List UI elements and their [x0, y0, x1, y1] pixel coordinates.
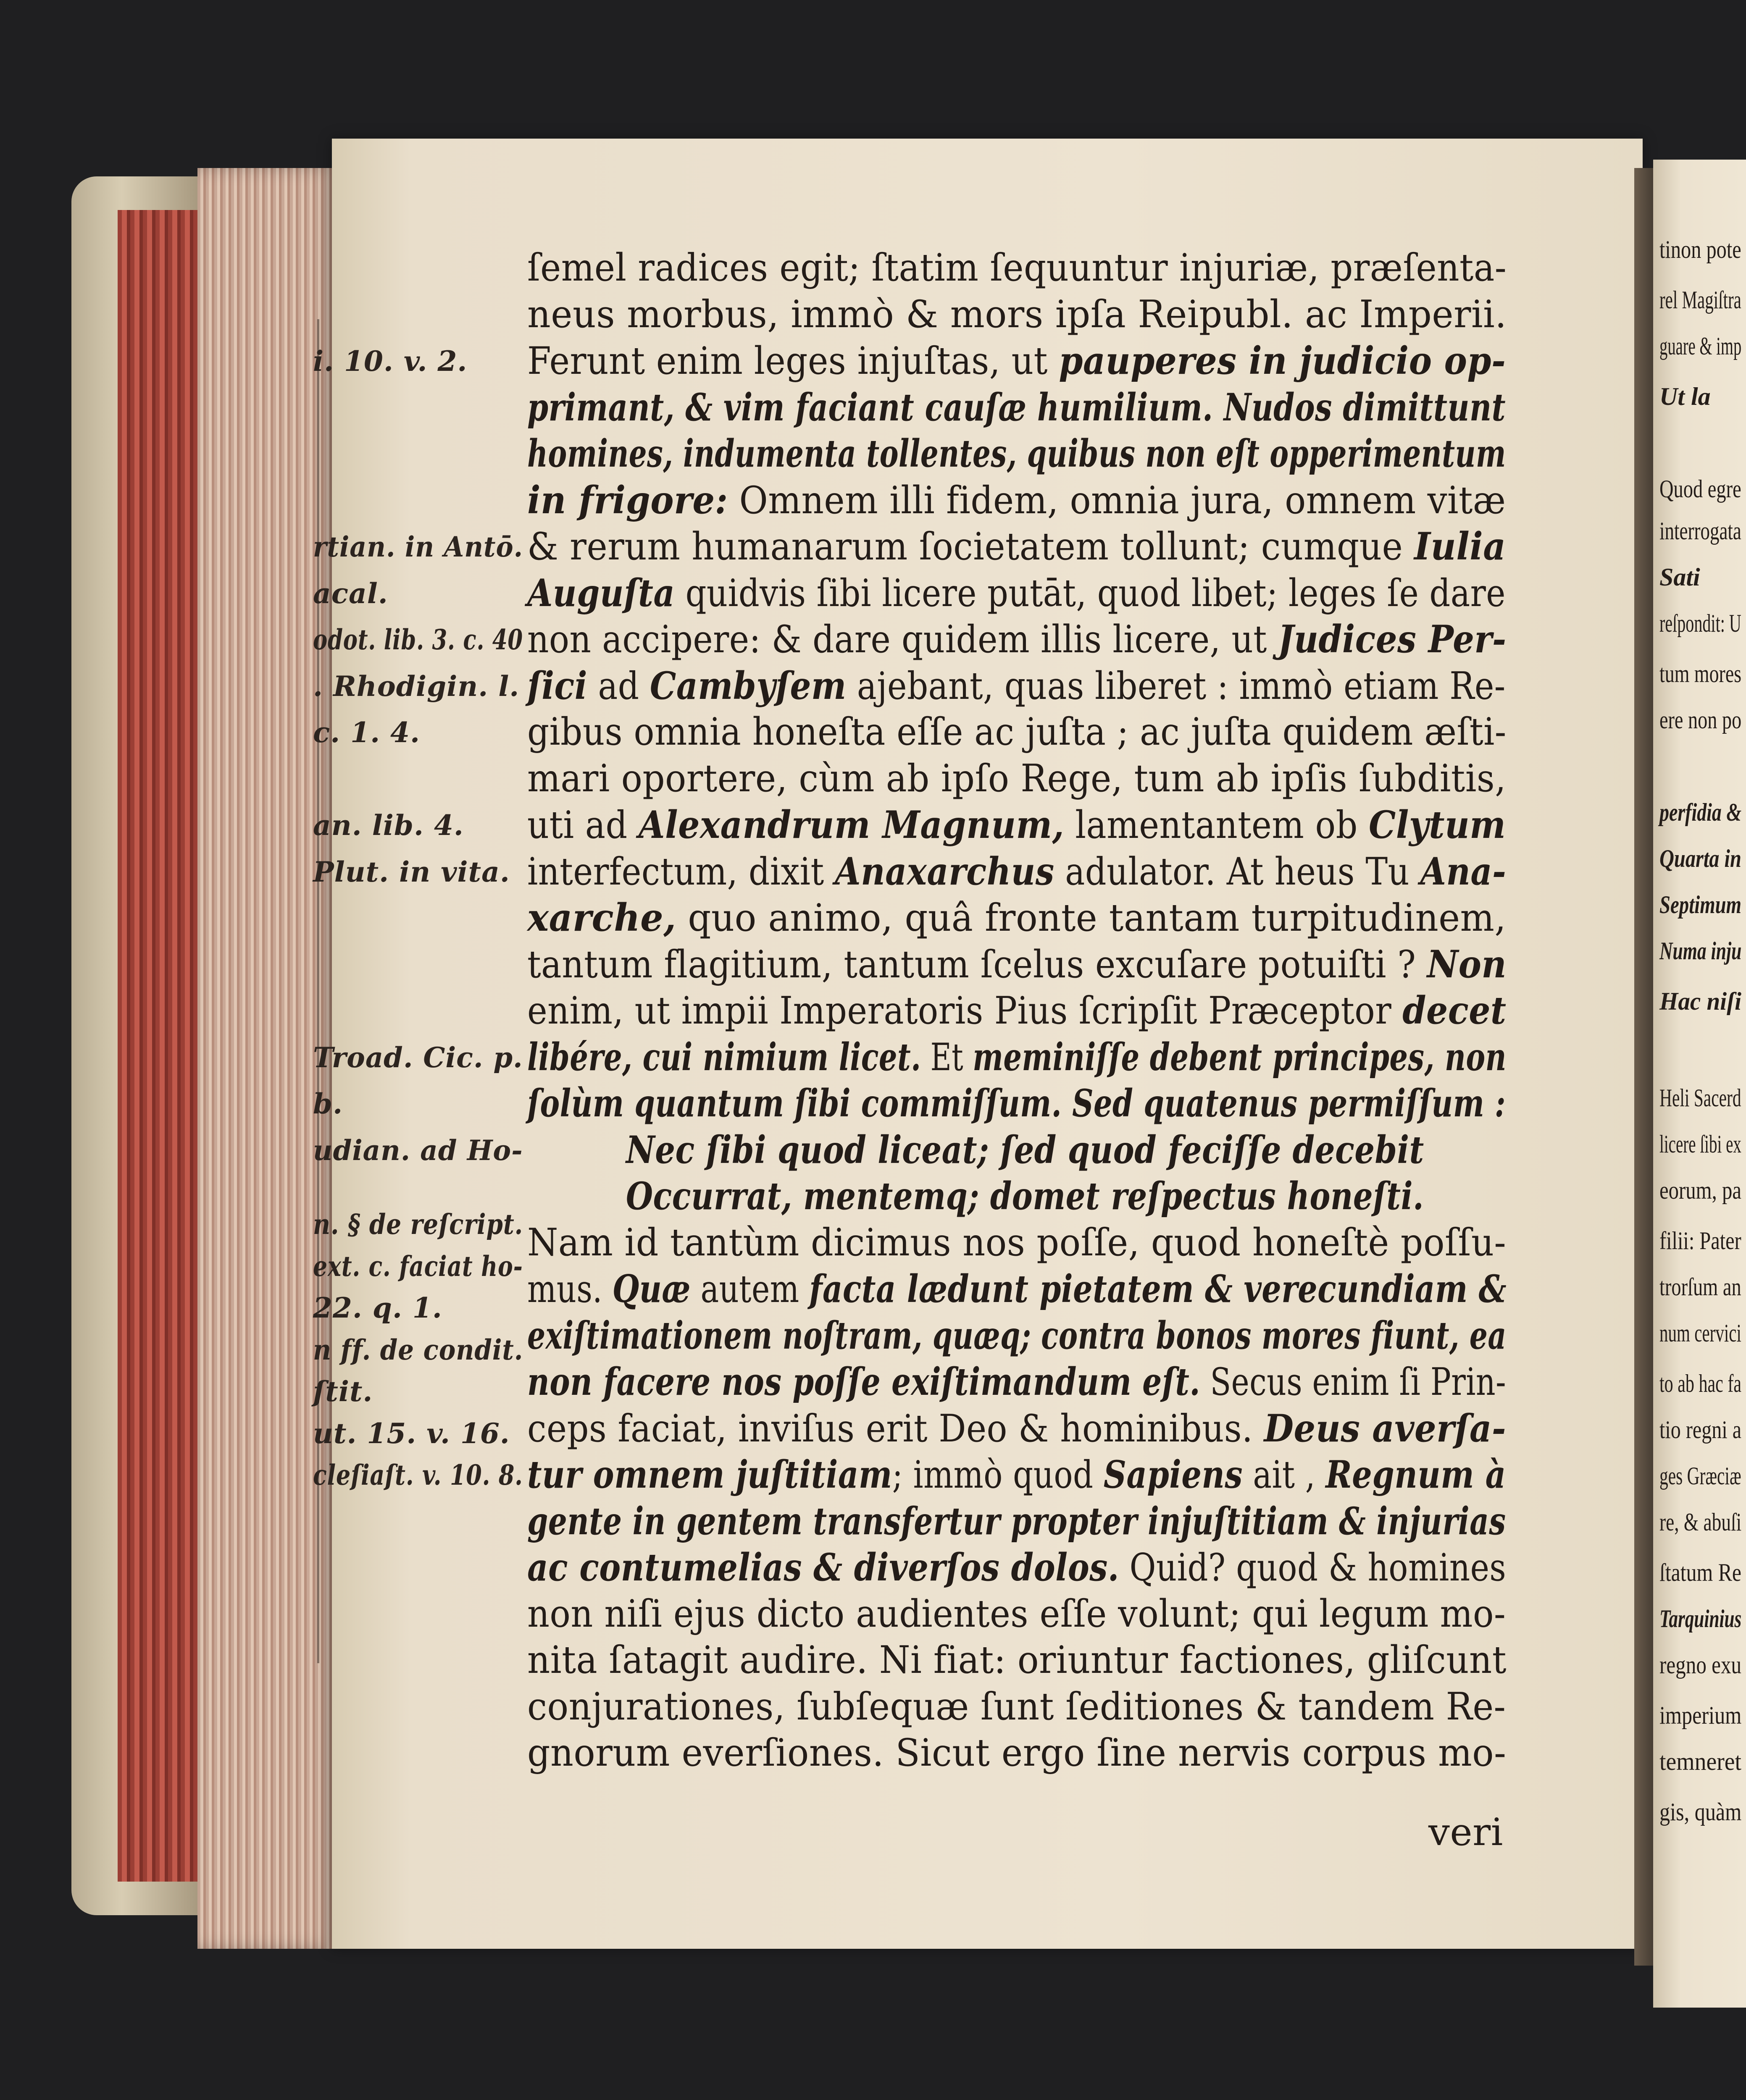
text-line: [527, 1499, 1506, 1544]
text-segment: adulator. At heus Tu: [1054, 849, 1420, 894]
text-segment: homines, indumenta tollentes, quibus non eſt opperimentum: [527, 431, 1506, 476]
text-segment: Ferunt enim leges injuſtas, ut: [527, 339, 1059, 383]
facing-page-fragment: Ut la: [1659, 383, 1711, 410]
text-segment: conjurationes, ſubſequæ ſunt ſeditiones & tandem Re-: [527, 1684, 1506, 1729]
text-segment: exiſtimationem noſtram, quæq; contra bonos mores fiunt, ea: [527, 1313, 1507, 1358]
margin-note: i. 10. v. 2.: [313, 345, 468, 378]
text-segment: quo animo, quâ fronte tantam turpitudinem,: [676, 896, 1507, 940]
margin-note: n ff. de condit.: [313, 1333, 523, 1366]
margin-note: n. § de reſcript.: [313, 1208, 523, 1241]
text-segment: Regnum à: [1325, 1452, 1506, 1497]
text-segment: Quæ: [612, 1267, 691, 1311]
text-line: [527, 1545, 1506, 1590]
facing-page-fragment: Quod egre: [1659, 475, 1741, 503]
facing-page-fragment: tio regni a: [1659, 1416, 1742, 1444]
text-line: [527, 1081, 1506, 1126]
text-segment: pauperes in judicio op-: [1059, 339, 1506, 383]
catchword: veri: [1428, 1810, 1503, 1854]
facing-page-fragment: regno exu: [1659, 1651, 1742, 1679]
margin-note: an. lib. 4.: [313, 809, 464, 842]
text-segment: uti ad: [527, 803, 639, 847]
facing-page-fragment: re, & abuſi: [1659, 1508, 1742, 1536]
text-line: [527, 478, 1506, 522]
text-segment: ; immò quod: [892, 1453, 1104, 1497]
text-segment: ajebant, quas liberet : immò etiam Re-: [846, 664, 1506, 708]
margin-note: ut. 15. v. 16.: [313, 1417, 510, 1450]
text-segment: xarche,: [527, 895, 676, 940]
text-segment: Nam id tantùm dicimus nos poſſe, quod honeſtè poſſu-: [527, 1220, 1507, 1265]
text-line: [527, 431, 1506, 476]
text-segment: mus.: [527, 1267, 613, 1311]
facing-page-fragment: perfidia &: [1659, 798, 1742, 826]
text-segment: ſolùm quantum ſibi commiſſum. Sed quatenus permiſſum :: [527, 1081, 1506, 1126]
text-line: [527, 1638, 1507, 1682]
text-segment: libére, cui nimium licet.: [527, 1034, 921, 1079]
text-line: [527, 1731, 1506, 1775]
text-segment: gnorum everſiones. Sicut ergo ſine nervis corpus mo-: [527, 1731, 1507, 1775]
facing-page-fragment: ere non po: [1659, 706, 1742, 734]
facing-page-fragment: eorum, pa: [1659, 1176, 1742, 1204]
text-segment: Et: [921, 1035, 973, 1079]
facing-page-fragment: trorſum an: [1659, 1273, 1741, 1301]
facing-page-fragment: imperium: [1659, 1701, 1742, 1729]
facing-page-fragment: Heli Sacerd: [1659, 1084, 1741, 1112]
text-segment: ac contumelias & diverſos dolos.: [527, 1545, 1119, 1590]
margin-note: c. 1. 4.: [313, 716, 420, 749]
text-segment: Non: [1427, 942, 1507, 987]
text-segment: non facere nos poſſe exiſtimandum eſt.: [527, 1360, 1201, 1404]
text-line: [527, 524, 1506, 569]
text-segment: in frigore:: [527, 478, 728, 522]
text-line: [527, 988, 1507, 1033]
text-segment: interfectum, dixit: [527, 849, 835, 894]
text-line: [527, 1221, 1506, 1265]
text-line: [527, 1406, 1506, 1451]
text-segment: autem: [690, 1267, 810, 1311]
margin-note: ſtit.: [313, 1375, 373, 1408]
facing-page-fragment: Septimum: [1659, 891, 1742, 919]
text-segment: gibus omnia honeſta eſſe ac juſta ; ac juſta quidem æſti-: [527, 710, 1507, 754]
text-segment: ceps faciat, inviſus erit Deo & hominibus.: [527, 1406, 1264, 1451]
margin-note: udian. ad Ho-: [313, 1134, 523, 1167]
text-segment: Sapiens: [1103, 1452, 1243, 1497]
text-line: [527, 385, 1506, 430]
text-line: [527, 292, 1507, 336]
text-line: [527, 617, 1507, 662]
text-line: [527, 849, 1506, 894]
margin-note: . Rhodigin. l.: [313, 669, 520, 703]
facing-page-fragment: licere ſibi ex: [1659, 1130, 1741, 1158]
margin-note: b.: [313, 1087, 343, 1120]
facing-page-fragment: filii: Pater: [1659, 1227, 1741, 1255]
facing-page-fragment: Quarta in: [1659, 845, 1741, 872]
text-segment: decet: [1402, 988, 1507, 1033]
text-segment: Auguſta: [527, 570, 675, 615]
text-line: [626, 1174, 1424, 1218]
text-segment: nita ſatagit audire. Ni fiat: oriuntur factiones, gliſcunt: [527, 1638, 1507, 1682]
text-line: [527, 942, 1507, 987]
text-segment: non accipere: & dare quidem illis licere, ut: [527, 617, 1278, 662]
text-segment: Nec ſibi quod liceat; ſed quod feciſſe decebit: [626, 1127, 1424, 1172]
facing-page-fragment: Sati: [1659, 563, 1700, 591]
margin-note: Troad. Cic. p.: [313, 1041, 523, 1074]
text-segment: tur omnem juſtitiam: [527, 1452, 892, 1497]
text-segment: ſemel radices egit; ſtatim ſequuntur injuriæ, præſenta-: [527, 246, 1507, 290]
text-line: [527, 1360, 1506, 1404]
text-line: [527, 1035, 1507, 1079]
text-line: [527, 664, 1506, 708]
facing-page-fragment: guare & imp: [1659, 332, 1742, 360]
facing-page-fragment: tum mores: [1659, 660, 1742, 688]
text-segment: Occurrat, mentemq; domet reſpectus honeſti.: [626, 1174, 1424, 1218]
text-segment: ſici: [527, 663, 588, 708]
text-line: [527, 1267, 1507, 1311]
text-segment: ait ,: [1243, 1453, 1326, 1497]
text-segment: primant, & vim faciant cauſæ humilium. Nudos dimittunt: [527, 385, 1506, 430]
text-segment: Iulia: [1414, 524, 1506, 569]
margin-note: ext. c. faciat ho-: [313, 1250, 523, 1283]
text-segment: Ana-: [1420, 849, 1507, 894]
text-segment: Alexandrum Magnum,: [638, 803, 1065, 847]
facing-page-fragment: Hac niſi: [1659, 987, 1741, 1015]
text-line: [527, 756, 1506, 801]
text-segment: non niſi ejus dicto audientes eſſe volunt; qui legum mo-: [527, 1591, 1506, 1636]
facing-page-fragment: interrogata: [1659, 517, 1741, 545]
facing-page-fragment: rel Magiſtra: [1659, 286, 1741, 314]
margin-note: acal.: [313, 577, 388, 610]
text-segment: & rerum humanarum ſocietatem tollunt; cumque: [527, 525, 1415, 569]
text-segment: gente in gentem transfertur propter injuſtitiam & injurias: [527, 1499, 1506, 1544]
margin-note: cleſiaſt. v. 10. 8.: [313, 1459, 523, 1491]
text-line: [626, 1128, 1424, 1172]
text-line: [527, 1313, 1507, 1358]
text-line: [527, 1592, 1506, 1636]
facing-page-fragment: to ab hac fa: [1659, 1370, 1742, 1397]
facing-page-fragment: temneret: [1659, 1748, 1741, 1775]
facing-page-fragment: num cervici: [1659, 1319, 1741, 1347]
text-line: [527, 246, 1507, 290]
text-segment: facta lædunt pietatem & verecundiam &: [809, 1267, 1507, 1311]
text-segment: meminiſſe debent principes, non: [973, 1034, 1507, 1079]
text-segment: tantum flagitium, tantum ſcelus excuſare potuiſti ?: [527, 942, 1427, 987]
margin-note: rtian. in Antō.: [313, 530, 523, 563]
facing-page-fragment: Tarquinius: [1659, 1605, 1742, 1633]
text-line: [527, 571, 1506, 615]
facing-page-fragment: ſtatum Re: [1659, 1559, 1742, 1586]
facing-page-fragment: ges Græciæ: [1659, 1462, 1741, 1490]
text-segment: Quid? quod & homines: [1119, 1546, 1507, 1590]
text-segment: enim, ut impii Imperatoris Pius ſcripſit Præceptor: [527, 989, 1403, 1033]
red-page-edges: [118, 210, 210, 1882]
facing-page-fragment: Numa inju: [1659, 937, 1742, 965]
margin-note: 22. q. 1.: [313, 1292, 442, 1325]
text-segment: Judices Per-: [1278, 617, 1507, 662]
text-line: [527, 1685, 1506, 1729]
text-line: [527, 803, 1506, 847]
facing-page-fragment: reſpondit: U: [1659, 609, 1741, 637]
facing-page-fragment: tinon pote: [1659, 236, 1741, 263]
text-line: [527, 1452, 1506, 1497]
text-segment: lamentantem ob: [1064, 803, 1369, 847]
text-segment: Secus enim ſi Prin-: [1200, 1360, 1507, 1404]
text-segment: Anaxarchus: [835, 849, 1054, 894]
text-line: [527, 710, 1507, 754]
text-segment: neus morbus, immò & mors ipſa Reipubl. ac Imperii.: [527, 292, 1507, 336]
text-segment: quidvis ſibi licere putāt, quod libet; leges ſe dare: [675, 571, 1506, 615]
text-line: [527, 339, 1506, 383]
text-segment: Cambyſem: [649, 663, 847, 708]
facing-page-fragment: gis, quàm: [1659, 1798, 1742, 1826]
text-segment: mari oportere, cùm ab ipſo Rege, tum ab ipſis ſubditis,: [527, 756, 1507, 801]
text-segment: Clytum: [1368, 803, 1506, 847]
text-segment: Deus averſa-: [1264, 1406, 1507, 1451]
margin-note: odot. lib. 3. c. 40: [313, 623, 523, 656]
margin-note: Plut. in vita.: [313, 855, 510, 888]
text-line: [527, 895, 1506, 940]
text-segment: ad: [587, 664, 650, 708]
text-segment: Omnem illi fidem, omnia jura, omnem vitæ: [728, 478, 1506, 522]
